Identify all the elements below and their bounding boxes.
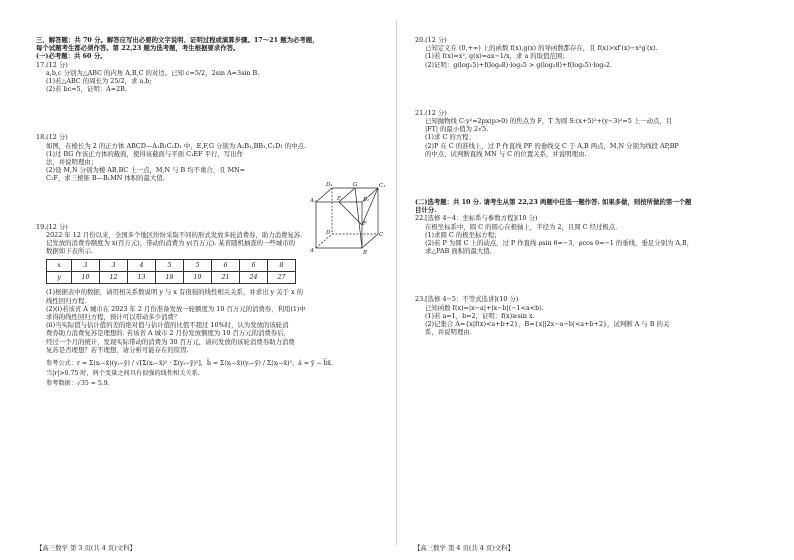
table-cell: 3 [72,260,100,272]
question-text-line: (2)证明：g(log₂5)+f(log₈8)·log₃5 > g(log₂8)+f(log₃5)·log₅2. [425,60,612,69]
vertex-label: C [379,232,384,238]
vertex-label: F [363,221,367,227]
question-text-line: (1)根据表中的数据，请用相关系数说明 y 与 x 有很强的线性相关关系，并求出 y 关于 x 的 [46,288,304,297]
question-text-line: 复苏是否理想？若不理想，请分析可能存在的原因. [46,345,189,354]
table-cell: 13 [128,272,156,284]
question-text-line: 18.(12 分) [36,133,68,142]
question-text-line: 费券助力消费复苏是理想的. 若该省 A 城市 2 月份发放额度为 10 百万元的消费券后， [46,329,290,338]
question-text-line: 记发放的消费券额度为 x(百万元)，带动的消费为 y(百万元). 某省随机抽查的一些城市的 [46,239,295,248]
question-text-line: 20.(12 分) [415,36,447,44]
table-cell: 27 [268,272,296,284]
vertex-label: D [326,230,331,236]
question-text-line: 23.[选修 4−5：不等式选讲](10 分) [415,295,519,304]
question-text-line: 数据如下表所示. [46,247,93,256]
reference-formula: 参考公式：r = Σ(xᵢ−x̄)(yᵢ−ȳ) / √[Σ(xᵢ−x̄)² · Σ(yᵢ−ȳ)²]，b̂ = Σ(xᵢ−x̄)(yᵢ−ȳ) / Σ(xᵢ−x̄)²，â = ȳ − b̂x̄. [46,360,334,368]
spacer [415,69,780,109]
page-footer: 【高三数学 第 4 页(共 4 页)文科】 [414,544,514,552]
question-text-line: 求得的线性回归方程，预计可以带动多少消费？ [46,313,181,322]
question-text-line: 的中点，试判断直线 MN 与 C 的位置关系，并说明理由. [425,149,587,158]
table-cell: 6 [240,260,268,272]
table-header-cell: y [47,272,72,284]
vertex-label: B [363,250,368,256]
table-cell: 5 [184,260,212,272]
vertex-label: C₁ [379,183,386,189]
vertex-label: D₁ [326,182,333,188]
question-text-line: (1)若 a=1，b=2，证明：f(x)≥sin x. [425,311,535,320]
question-text-line: 三、解答题：共 70 分。解答应写出必要的文字说明、证明过程或演算步骤。17～21 题为必考题， [36,36,319,44]
section-line [339,202,362,225]
question-text-line: (1)求圆 C 的极坐标方程； [425,230,501,239]
question-text-line: C₁F，求三棱锥 B—B₁MN 体积的最大值. [46,174,165,183]
question-text-line: 求△PAB 面积的最大值. [425,247,492,256]
table-cell: 18 [156,272,184,284]
reference-formula: 参考数据：√35 ≈ 5.9. [46,380,110,388]
page-4 [397,0,794,560]
question-text-line: (ii)当实际值与估计值的差的绝对值与估计值的比值不超过 10%时，认为发放的该轮消 [46,321,289,330]
table-row [47,272,296,284]
table-cell: 24 [240,272,268,284]
question-text-line: 21.(12 分) [415,108,447,117]
spacer [415,158,780,198]
question-text-line: 2022 年 12 月份以来，全国多个地区纷纷采取不同的形式发放多轮消费券，助力消费复苏. [46,230,303,239]
question-text-line: (1)过 BG 作该正方体的截面，使得该截面与平面 C₁EF 平行，写出作 [46,149,244,158]
spacer [36,93,375,133]
question-text-line: (2)若 bc=5，证明：A=2B. [46,85,127,94]
section-line [355,188,362,248]
question-text-line: 如图，在棱长为 2 的正方体 ABCD—A₁B₁C₁D₁ 中，E,F,G 分别为 A₁B₁,BB₁,C₁D₁ 的中点. [46,141,307,150]
question-text-line: 22.[选修 4−4：坐标系与参数方程](10 分) [415,214,538,223]
table-header-cell: x [47,260,72,272]
question-text-line: (1)求 C 的方程； [425,133,475,142]
vertex-label: A [310,248,314,254]
cube-edge [362,234,378,248]
question-text-line: 在极坐标系中，圆 C 的圆心在极轴上，半径为 2，且圆 C 经过极点. [425,222,618,231]
question-text-line: 19.(12 分) [36,222,68,231]
question-text-line: (2)设 M,N 分别为棱 AB,BC 上一点，M,N 与 B 均不重合，且 MN= [46,166,246,175]
table-row [47,260,296,272]
table-cell: 5 [156,260,184,272]
question-text-line: 法，并说明理由； [46,158,98,167]
question-text-line: 已知抛物线 C:y²=2px(p>0) 的焦点为 F，T 为圆 S:(x+5)²+(y−3)²=5 上一动点，且 [425,117,673,126]
section-line [339,188,355,202]
question-text-line: (2)(i)若该省 A 城市在 2023 年 2 月份准备发放一轮额度为 10 百万元的消费券，利用(1)中 [46,304,306,313]
question-text-line: 已知定义在 (0,+∞) 上的函数 f(x),g(x) 的导函数都存在，且 f(x)>xf′(x)−x²g′(x). [425,44,658,53]
question-text-line: 线性回归方程. [46,296,87,305]
page-footer: 【高三数学 第 3 页(共 4 页)文科】 [36,544,136,552]
question-text-line: 系，并说明理由. [425,328,472,337]
cube-front-face [316,202,362,248]
question-text-line: 经过一个月的统计，发现实际带动的消费为 30 百万元，请问发放的该轮消费券助力消费 [46,337,295,346]
table-cell: 3 [100,260,128,272]
table-cell: 21 [212,272,240,284]
cube-figure [310,178,386,258]
table-cell: 10 [72,272,100,284]
question-text-line: 目计分. [415,206,437,215]
vertex-label: A₁ [310,198,317,204]
vertex-label: E [337,196,342,202]
question-text-line: a,b,c 分别为△ABC 的内角 A,B,C 的对边。已知 c=5/2，2sin A=3sin B. [46,68,260,77]
question-text-line: (2)P 在 C 的准线上，过 P 作直线 PF 的垂线交 C 于 A,B 两点，M,N 分别为线段 AP,BP [425,141,679,150]
table-cell: 4 [128,260,156,272]
section-line [362,188,378,225]
question-text-line: (一)必考题：共 60 分。 [36,52,107,61]
data-table [46,259,296,284]
vertex-label: G [353,182,358,188]
question-text-line: |FT| 的最小值为 2√5. [425,125,489,134]
question-text-line: (1)若 f(x)=x², g(x)=ax−1/x，求 a 的取值范围； [425,52,569,61]
table-cell: 19 [184,272,212,284]
question-text-line: (2)若 P 为圆 C 上的动点，过 P 作直线 ρsin θ=−3，ρcos θ=−1 的垂线，垂足分别为 A,B， [425,239,694,248]
question-text-line: 17.(12 分) [36,60,68,69]
question-text-line: (1)若△ABC 的周长为 25/2，求 a,b; [46,77,152,86]
question-text-line: 已知函数 f(x)=|x−a|+|x−b|(−1<a<b). [425,303,544,312]
table-cell: 6 [212,260,240,272]
reference-formula: 当|r|>0.75 时，两个变量之间具有很强的线性相关关系. [46,370,200,378]
question-text-line: (二)选考题：共 10 分. 请考生从第 22,23 两题中任选一题作答. 如果多做，则按所做的第一个题 [415,198,692,207]
table-cell: 12 [100,272,128,284]
table-cell: 8 [268,260,296,272]
cube-edge [316,188,332,202]
cube-hidden-edge [316,234,332,248]
question-text-line: (2)记集合 A={x|f(x)<a+b+2}，B={x||2x−a−b|<a+b+2}，试判断 A 与 B 的关 [425,320,670,329]
spacer [415,255,780,295]
question-text-line: 每个试题考生都必须作答。第 22,23 题为选考题，考生根据要求作答。 [36,44,240,53]
vertex-label: B₁ [363,197,370,203]
